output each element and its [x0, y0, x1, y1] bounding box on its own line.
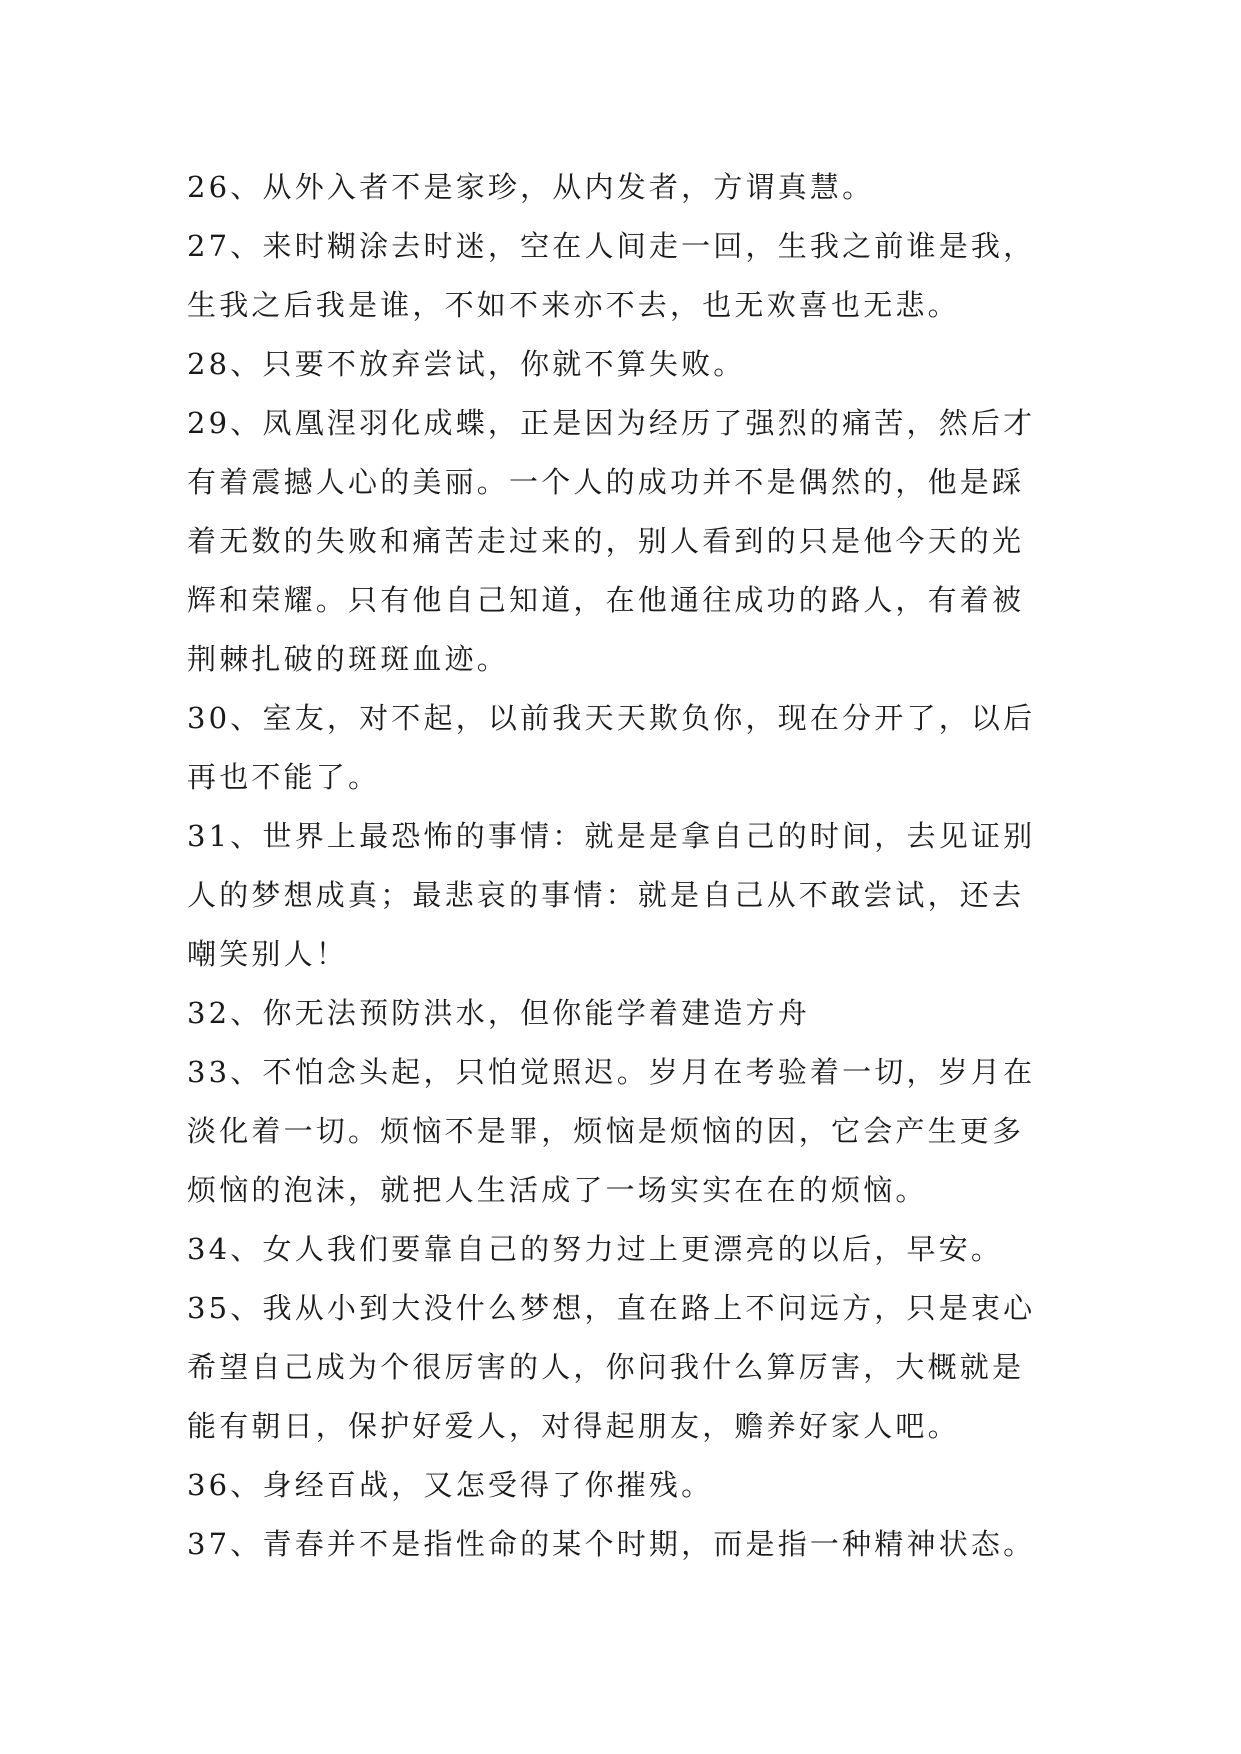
text-line: 36、身经百战，又怎受得了你摧残。	[187, 1468, 714, 1502]
text-line: 淡化着一切。烦恼不是罪，烦恼是烦恼的因，它会产生更多	[187, 1114, 1025, 1148]
text-line: 荆棘扎破的斑斑血迹。	[187, 642, 510, 676]
text-line: 人的梦想成真；最悲哀的事情：就是自己从不敢尝试，还去	[187, 878, 1025, 912]
text-line: 生我之后我是谁，不如不来亦不去，也无欢喜也无悲。	[187, 288, 960, 322]
text-line: 28、只要不放弃尝试，你就不算失败。	[187, 347, 746, 381]
text-line: 烦恼的泡沫，就把人生活成了一场实实在在的烦恼。	[187, 1173, 928, 1207]
text-line: 35、我从小到大没什么梦想，直在路上不问远方，只是衷心	[187, 1291, 1036, 1325]
text-line: 辉和荣耀。只有他自己知道，在他通往成功的路人，有着被	[187, 583, 1025, 617]
text-line: 能有朝日，保护好爱人，对得起朋友，赡养好家人吧。	[187, 1409, 960, 1443]
text-line: 嘲笑别人！	[187, 937, 349, 971]
text-line: 希望自己成为个很厉害的人，你问我什么算厉害，大概就是	[187, 1350, 1025, 1384]
text-line: 33、不怕念头起，只怕觉照迟。岁月在考验着一切，岁月在	[187, 1055, 1036, 1089]
text-line: 26、从外入者不是家珍，从内发者，方谓真慧。	[187, 170, 875, 204]
text-line: 34、女人我们要靠自己的努力过上更漂亮的以后，早安。	[187, 1232, 1004, 1266]
text-line: 27、来时糊涂去时迷，空在人间走一回，生我之前谁是我，	[187, 229, 1036, 263]
text-line: 再也不能了。	[187, 760, 381, 794]
text-line: 31、世界上最恐怖的事情：就是是拿自己的时间，去见证别	[187, 819, 1036, 853]
text-line: 30、室友，对不起，以前我天天欺负你，现在分开了，以后	[187, 701, 1036, 735]
text-line: 有着震撼人心的美丽。一个人的成功并不是偶然的，他是踩	[187, 465, 1025, 499]
text-line: 37、青春并不是指性命的某个时期，而是指一种精神状态。	[187, 1527, 1036, 1561]
text-body	[187, 158, 1087, 1574]
text-line: 着无数的失败和痛苦走过来的，别人看到的只是他今天的光	[187, 524, 1025, 558]
text-line: 32、你无法预防洪水，但你能学着建造方舟	[187, 996, 810, 1030]
text-line: 29、凤凰涅羽化成蝶，正是因为经历了强烈的痛苦，然后才	[187, 406, 1036, 440]
